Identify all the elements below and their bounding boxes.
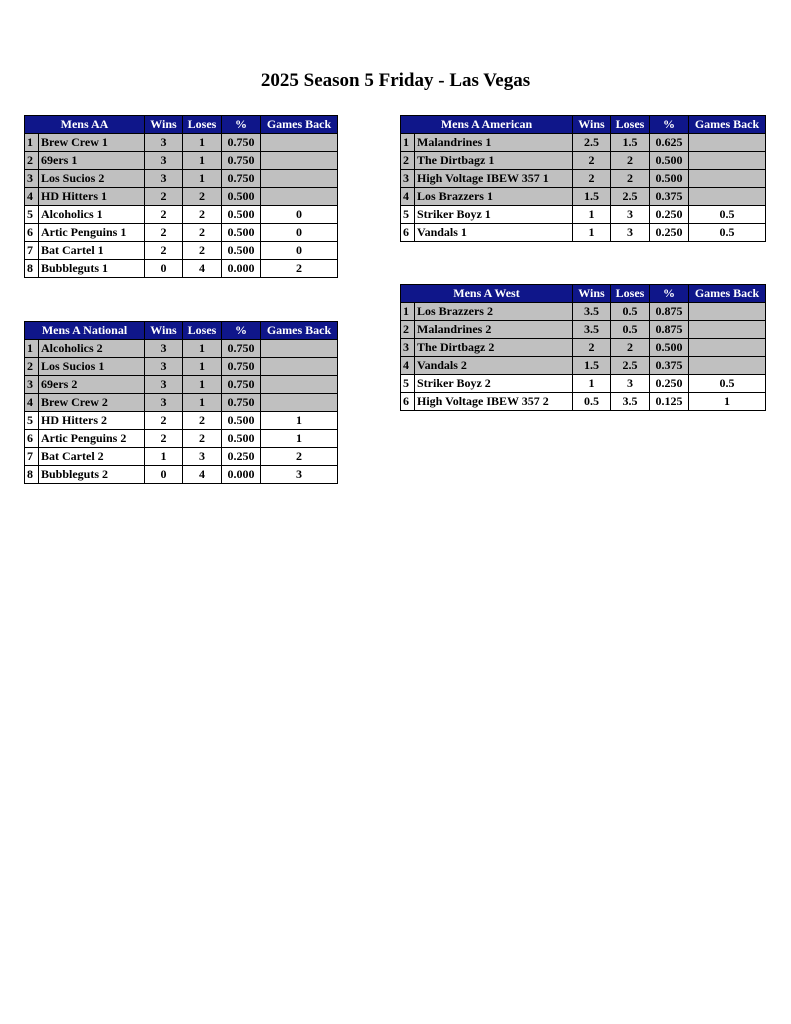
loses-header: Loses (183, 322, 222, 340)
pct-cell: 0.500 (222, 412, 261, 430)
rank-cell: 3 (401, 170, 415, 188)
wins-header: Wins (573, 116, 611, 134)
loses-cell: 1 (183, 376, 222, 394)
header-row (25, 322, 338, 340)
table-row (401, 152, 766, 170)
table-row (25, 152, 338, 170)
loses-cell: 0.5 (611, 303, 650, 321)
wins-cell: 2 (145, 430, 183, 448)
pct-cell: 0.000 (222, 466, 261, 484)
wins-cell: 2 (145, 412, 183, 430)
games-back-cell: 1 (261, 412, 338, 430)
table-row (25, 412, 338, 430)
wins-cell: 0 (145, 466, 183, 484)
pct-cell: 0.500 (650, 152, 689, 170)
loses-cell: 4 (183, 260, 222, 278)
wins-cell: 1.5 (573, 188, 611, 206)
pct-cell: 0.750 (222, 394, 261, 412)
page-title: 2025 Season 5 Friday - Las Vegas (260, 70, 531, 91)
loses-cell: 1 (183, 358, 222, 376)
team-name-cell: Striker Boyz 1 (415, 206, 573, 224)
table-row (401, 321, 766, 339)
team-name-cell: Malandrines 2 (415, 321, 573, 339)
table-row (401, 206, 766, 224)
division-name-header: Mens A West (401, 285, 573, 303)
rank-cell: 1 (401, 134, 415, 152)
rank-cell: 1 (25, 134, 39, 152)
pct-header: % (222, 116, 261, 134)
table-row (25, 170, 338, 188)
pct-cell: 0.500 (650, 339, 689, 357)
table-row (25, 358, 338, 376)
pct-cell: 0.875 (650, 303, 689, 321)
standings-table-mens-a-west (400, 284, 766, 411)
games-back-cell: 3 (261, 466, 338, 484)
table-row (25, 340, 338, 358)
rank-cell: 3 (401, 339, 415, 357)
team-name-cell: Bat Cartel 1 (39, 242, 145, 260)
pct-cell: 0.375 (650, 357, 689, 375)
table-row (401, 134, 766, 152)
wins-cell: 3 (145, 134, 183, 152)
team-name-cell: HD Hitters 2 (39, 412, 145, 430)
wins-cell: 3 (145, 358, 183, 376)
team-name-cell: Los Brazzers 2 (415, 303, 573, 321)
pct-cell: 0.250 (222, 448, 261, 466)
pct-cell: 0.500 (222, 206, 261, 224)
rank-cell: 5 (25, 206, 39, 224)
loses-cell: 3 (611, 224, 650, 242)
rank-cell: 2 (25, 152, 39, 170)
team-name-cell: Brew Crew 2 (39, 394, 145, 412)
rank-cell: 5 (401, 206, 415, 224)
games-back-cell (261, 134, 338, 152)
wins-cell: 2 (145, 224, 183, 242)
table-row (401, 357, 766, 375)
team-name-cell: Alcoholics 2 (39, 340, 145, 358)
wins-header: Wins (573, 285, 611, 303)
team-name-cell: Alcoholics 1 (39, 206, 145, 224)
wins-cell: 3 (145, 376, 183, 394)
rank-cell: 2 (401, 152, 415, 170)
pct-cell: 0.750 (222, 358, 261, 376)
pct-cell: 0.500 (650, 170, 689, 188)
wins-cell: 3 (145, 340, 183, 358)
games-back-cell: 1 (689, 393, 766, 411)
loses-cell: 1 (183, 170, 222, 188)
rank-cell: 7 (25, 242, 39, 260)
rank-cell: 4 (25, 188, 39, 206)
team-name-cell: Brew Crew 1 (39, 134, 145, 152)
team-name-cell: Vandals 1 (415, 224, 573, 242)
games-back-cell: 0 (261, 224, 338, 242)
rank-cell: 1 (25, 340, 39, 358)
games-back-cell (689, 170, 766, 188)
team-name-cell: The Dirtbagz 1 (415, 152, 573, 170)
pct-cell: 0.750 (222, 134, 261, 152)
games-back-cell: 0 (261, 206, 338, 224)
pct-cell: 0.250 (650, 224, 689, 242)
rank-cell: 3 (25, 170, 39, 188)
table-row (401, 188, 766, 206)
wins-cell: 3.5 (573, 321, 611, 339)
loses-cell: 2 (611, 170, 650, 188)
pct-cell: 0.625 (650, 134, 689, 152)
division-name-header: Mens AA (25, 116, 145, 134)
games-back-cell (261, 376, 338, 394)
pct-cell: 0.250 (650, 206, 689, 224)
team-name-cell: Malandrines 1 (415, 134, 573, 152)
team-name-cell: Bubbleguts 1 (39, 260, 145, 278)
rank-cell: 7 (25, 448, 39, 466)
games-back-cell (689, 134, 766, 152)
loses-cell: 3.5 (611, 393, 650, 411)
loses-cell: 2 (183, 242, 222, 260)
wins-cell: 2 (573, 152, 611, 170)
loses-cell: 0.5 (611, 321, 650, 339)
header-row (401, 285, 766, 303)
loses-header: Loses (183, 116, 222, 134)
loses-cell: 1 (183, 152, 222, 170)
pct-cell: 0.750 (222, 152, 261, 170)
table-row (401, 393, 766, 411)
rank-cell: 3 (25, 376, 39, 394)
loses-cell: 2 (183, 412, 222, 430)
loses-cell: 2 (183, 206, 222, 224)
pct-cell: 0.750 (222, 376, 261, 394)
team-name-cell: Bat Cartel 2 (39, 448, 145, 466)
loses-cell: 3 (183, 448, 222, 466)
games-back-cell: 0.5 (689, 206, 766, 224)
games-back-cell: 2 (261, 260, 338, 278)
games-back-cell (261, 394, 338, 412)
table-row (25, 448, 338, 466)
table-row (25, 224, 338, 242)
wins-header: Wins (145, 322, 183, 340)
loses-cell: 2 (611, 152, 650, 170)
wins-cell: 2 (145, 242, 183, 260)
loses-cell: 3 (611, 375, 650, 393)
wins-cell: 3 (145, 394, 183, 412)
pct-header: % (650, 116, 689, 134)
table-row (25, 394, 338, 412)
games-back-cell: 2 (261, 448, 338, 466)
pct-cell: 0.500 (222, 188, 261, 206)
wins-cell: 3 (145, 170, 183, 188)
team-name-cell: High Voltage IBEW 357 1 (415, 170, 573, 188)
table-row (25, 430, 338, 448)
loses-cell: 1.5 (611, 134, 650, 152)
team-name-cell: Striker Boyz 2 (415, 375, 573, 393)
rank-cell: 5 (401, 375, 415, 393)
pct-header: % (650, 285, 689, 303)
games-back-cell (261, 152, 338, 170)
loses-cell: 2 (611, 339, 650, 357)
rank-cell: 6 (25, 430, 39, 448)
loses-cell: 2 (183, 430, 222, 448)
games-back-cell (261, 340, 338, 358)
team-name-cell: Bubbleguts 2 (39, 466, 145, 484)
games-back-cell (261, 358, 338, 376)
team-name-cell: Los Sucios 2 (39, 170, 145, 188)
rank-cell: 2 (401, 321, 415, 339)
games-back-cell (261, 188, 338, 206)
games-back-cell (689, 303, 766, 321)
rank-cell: 2 (25, 358, 39, 376)
loses-header: Loses (611, 285, 650, 303)
games-back-cell (689, 152, 766, 170)
wins-cell: 2 (573, 170, 611, 188)
wins-cell: 0 (145, 260, 183, 278)
team-name-cell: The Dirtbagz 2 (415, 339, 573, 357)
pct-cell: 0.750 (222, 340, 261, 358)
games-back-header: Games Back (689, 285, 766, 303)
pct-cell: 0.750 (222, 170, 261, 188)
pct-cell: 0.375 (650, 188, 689, 206)
team-name-cell: High Voltage IBEW 357 2 (415, 393, 573, 411)
standings-table-mens-a-national (24, 321, 338, 484)
rank-cell: 8 (25, 260, 39, 278)
table-row (25, 206, 338, 224)
table-row (25, 260, 338, 278)
games-back-cell: 1 (261, 430, 338, 448)
games-back-cell (689, 188, 766, 206)
loses-cell: 1 (183, 394, 222, 412)
wins-cell: 1.5 (573, 357, 611, 375)
team-name-cell: Vandals 2 (415, 357, 573, 375)
loses-cell: 1 (183, 340, 222, 358)
loses-cell: 3 (611, 206, 650, 224)
wins-cell: 2.5 (573, 134, 611, 152)
wins-cell: 2 (145, 206, 183, 224)
loses-cell: 4 (183, 466, 222, 484)
table-row (401, 224, 766, 242)
wins-cell: 0.5 (573, 393, 611, 411)
header-row (401, 116, 766, 134)
header-row (25, 116, 338, 134)
loses-cell: 2.5 (611, 188, 650, 206)
team-name-cell: Artic Penguins 1 (39, 224, 145, 242)
rank-cell: 1 (401, 303, 415, 321)
rank-cell: 6 (401, 224, 415, 242)
loses-cell: 2.5 (611, 357, 650, 375)
wins-cell: 3 (145, 152, 183, 170)
team-name-cell: HD Hitters 1 (39, 188, 145, 206)
team-name-cell: Los Sucios 1 (39, 358, 145, 376)
wins-cell: 1 (573, 224, 611, 242)
rank-cell: 4 (401, 357, 415, 375)
table-row (401, 375, 766, 393)
games-back-cell (689, 321, 766, 339)
team-name-cell: 69ers 1 (39, 152, 145, 170)
loses-cell: 2 (183, 224, 222, 242)
pct-cell: 0.875 (650, 321, 689, 339)
games-back-cell: 0.5 (689, 375, 766, 393)
games-back-cell (261, 170, 338, 188)
wins-cell: 2 (573, 339, 611, 357)
division-name-header: Mens A American (401, 116, 573, 134)
pct-header: % (222, 322, 261, 340)
games-back-cell: 0.5 (689, 224, 766, 242)
pct-cell: 0.000 (222, 260, 261, 278)
rank-cell: 6 (401, 393, 415, 411)
games-back-cell (689, 339, 766, 357)
wins-cell: 1 (573, 206, 611, 224)
table-row (401, 303, 766, 321)
pct-cell: 0.500 (222, 430, 261, 448)
standings-table-mens-a-american (400, 115, 766, 242)
rank-cell: 8 (25, 466, 39, 484)
table-row (25, 466, 338, 484)
wins-cell: 3.5 (573, 303, 611, 321)
team-name-cell: Los Brazzers 1 (415, 188, 573, 206)
standings-table-mens-aa (24, 115, 338, 278)
loses-header: Loses (611, 116, 650, 134)
division-name-header: Mens A National (25, 322, 145, 340)
pct-cell: 0.125 (650, 393, 689, 411)
rank-cell: 6 (25, 224, 39, 242)
wins-cell: 2 (145, 188, 183, 206)
team-name-cell: Artic Penguins 2 (39, 430, 145, 448)
pct-cell: 0.500 (222, 224, 261, 242)
team-name-cell: 69ers 2 (39, 376, 145, 394)
games-back-header: Games Back (689, 116, 766, 134)
wins-cell: 1 (145, 448, 183, 466)
games-back-header: Games Back (261, 322, 338, 340)
rank-cell: 4 (25, 394, 39, 412)
loses-cell: 1 (183, 134, 222, 152)
table-row (401, 339, 766, 357)
pct-cell: 0.250 (650, 375, 689, 393)
games-back-cell (689, 357, 766, 375)
wins-header: Wins (145, 116, 183, 134)
games-back-cell: 0 (261, 242, 338, 260)
wins-cell: 1 (573, 375, 611, 393)
table-row (401, 170, 766, 188)
rank-cell: 5 (25, 412, 39, 430)
rank-cell: 4 (401, 188, 415, 206)
table-row (25, 242, 338, 260)
pct-cell: 0.500 (222, 242, 261, 260)
table-row (25, 134, 338, 152)
loses-cell: 2 (183, 188, 222, 206)
table-row (25, 376, 338, 394)
games-back-header: Games Back (261, 116, 338, 134)
table-row (25, 188, 338, 206)
